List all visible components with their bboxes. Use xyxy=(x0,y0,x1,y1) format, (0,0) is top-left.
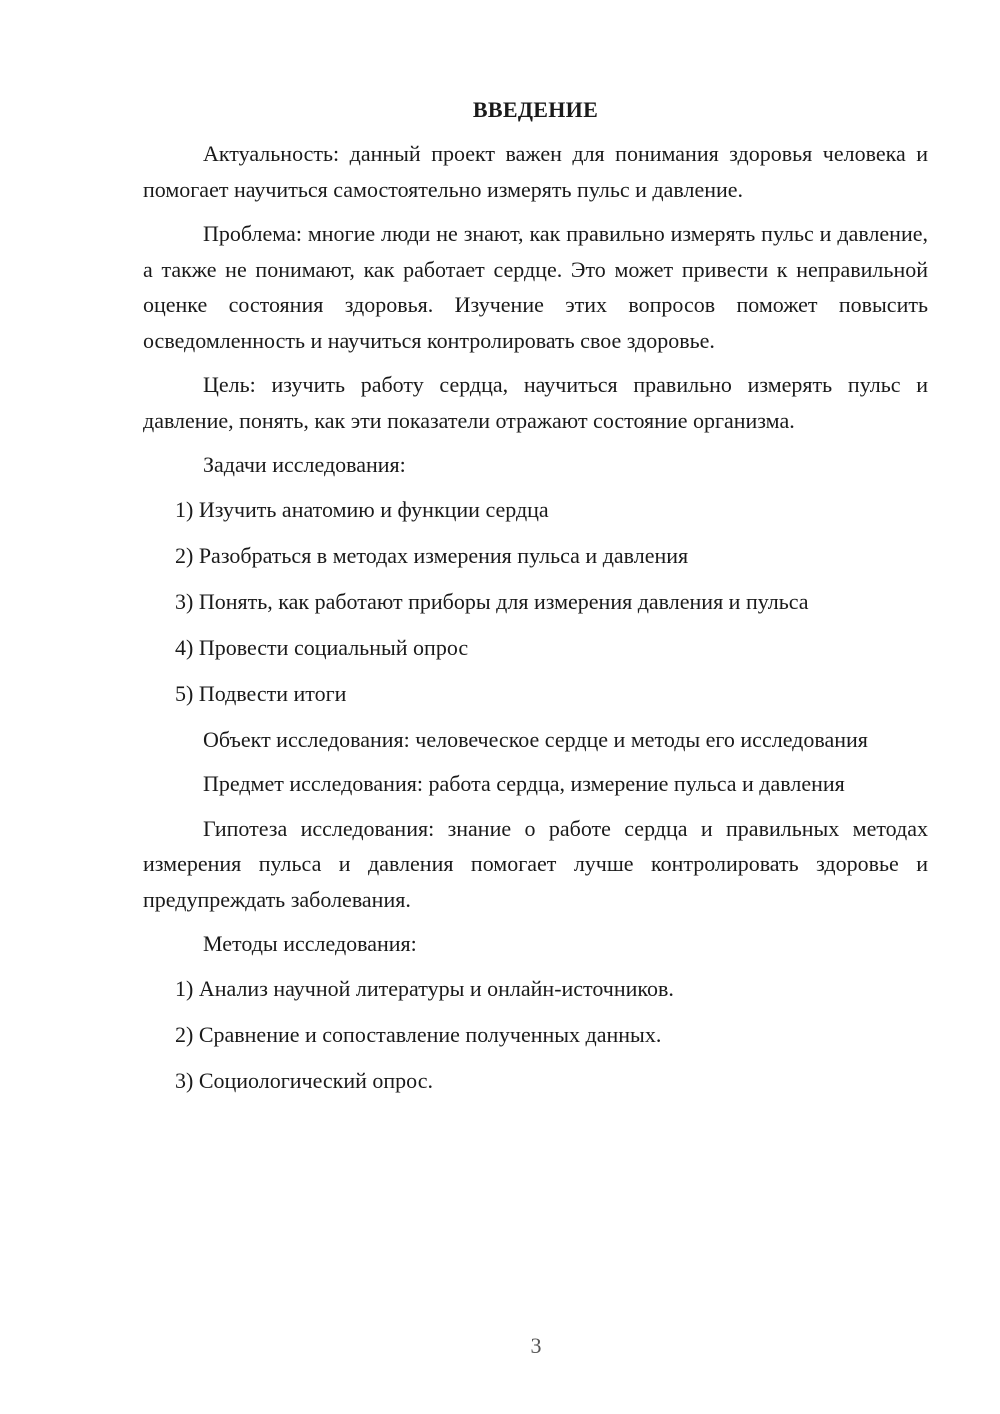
method-item: 3) Социологический опрос. xyxy=(175,1067,433,1093)
tasks-list xyxy=(143,492,928,712)
task-item: 5) Подвести итоги xyxy=(175,680,347,706)
problem-paragraph: Проблема: многие люди не знают, как правильно измерять пульс и давление, а также не понимают, как работает сердце. Это может привести к неправильной оценке состояния здоровья. Изучение этих вопросов поможет повысить осведомленность и научиться контролировать свое здоровье. xyxy=(143,221,928,353)
tasks-label: Задачи исследования: xyxy=(203,452,406,477)
hypothesis-paragraph: Гипотеза исследования: знание о работе сердца и правильных методах измерения пульса и давления помогает лучше контролировать здоровье и предупреждать заболевания. xyxy=(143,815,928,912)
object-paragraph: Объект исследования: человеческое сердце и методы его исследования xyxy=(203,726,868,752)
task-item: 3) Понять, как работают приборы для измерения давления и пульса xyxy=(175,588,809,614)
task-item: 4) Провести социальный опрос xyxy=(175,634,469,660)
methods-label: Методы исследования: xyxy=(203,931,417,956)
task-item: 1) Изучить анатомию и функции сердца xyxy=(175,496,549,522)
goal-paragraph: Цель: изучить работу сердца, научиться правильно измерять пульс и давление, понять, как эти показатели отражают состояние организма. xyxy=(143,372,928,433)
section-title: ВВЕДЕНИЕ xyxy=(472,97,599,122)
task-item: 2) Разобраться в методах измерения пульса и давления xyxy=(175,542,689,568)
subject-paragraph: Предмет исследования: работа сердца, измерение пульса и давления xyxy=(203,771,845,796)
page-number: 3 xyxy=(530,1333,542,1358)
method-item: 2) Сравнение и сопоставление полученных данных. xyxy=(175,1021,662,1047)
document-page xyxy=(143,94,928,1109)
relevance-paragraph: Актуальность: данный проект важен для понимания здоровья человека и помогает научиться самостоятельно измерять пульс и давление. xyxy=(143,141,928,202)
methods-list xyxy=(143,971,928,1099)
method-item: 1) Анализ научной литературы и онлайн-источников. xyxy=(175,975,674,1001)
